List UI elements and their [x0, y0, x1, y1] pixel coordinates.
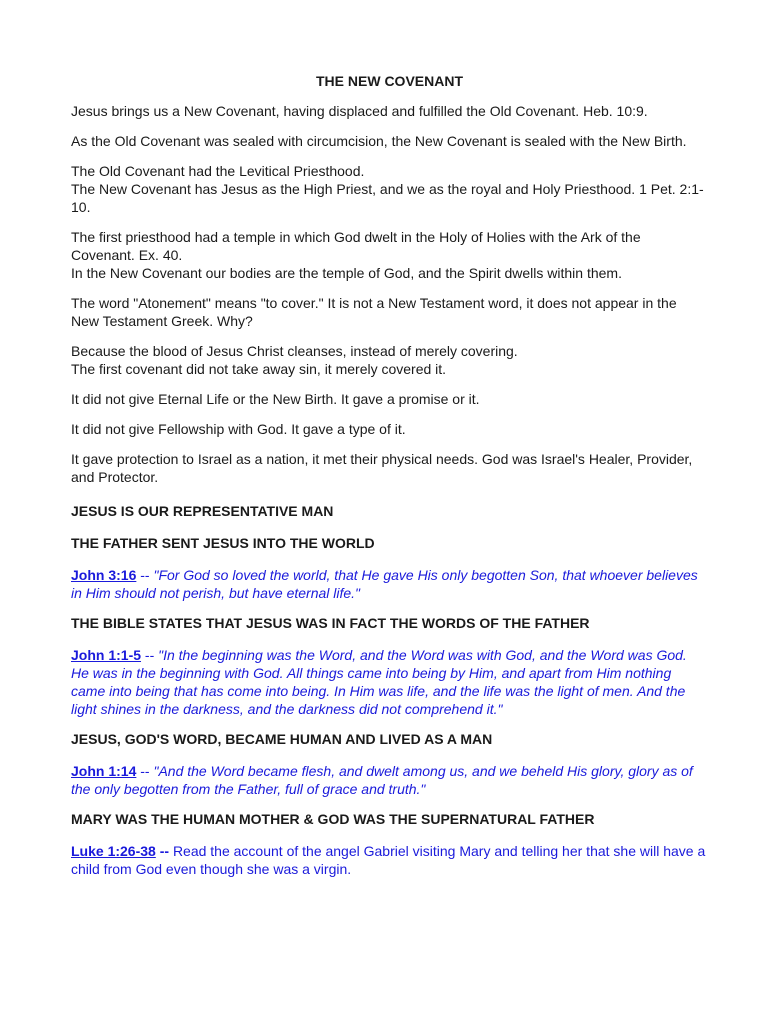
paragraph: It gave protection to Israel as a nation, it met their physical needs. God was Israel's Healer, Provider, and Protector.	[71, 451, 693, 485]
paragraph: It did not give Fellowship with God. It gave a type of it.	[71, 421, 406, 437]
scripture-summary: Read the account of the angel Gabriel visiting Mary and telling her that she will have a child from God even though she was a virgin.	[71, 843, 706, 877]
scripture-passage	[71, 842, 708, 878]
scripture-quote: "And the Word became flesh, and dwelt among us, and we beheld His glory, glory as of the only begotten from the Father, full of grace and truth."	[71, 763, 693, 797]
scripture-separator: --	[141, 647, 159, 663]
scripture-passage	[71, 646, 708, 718]
section-heading: THE FATHER SENT JESUS INTO THE WORLD	[71, 535, 375, 551]
scripture-link[interactable]: John 3:16	[71, 567, 137, 583]
paragraph-line: In the New Covenant our bodies are the temple of God, and the Spirit dwells within them.	[71, 265, 622, 281]
scripture-separator: --	[136, 763, 154, 779]
paragraph-group	[71, 228, 708, 282]
section-heading: JESUS IS OUR REPRESENTATIVE MAN	[71, 503, 334, 519]
document-title: THE NEW COVENANT	[316, 73, 463, 89]
paragraph: It did not give Eternal Life or the New Birth. It gave a promise or it.	[71, 391, 480, 407]
scripture-separator: --	[155, 843, 173, 859]
paragraph-group	[71, 342, 708, 378]
scripture-link[interactable]: Luke 1:26-38	[71, 843, 156, 859]
scripture-quote: "In the beginning was the Word, and the Word was with God, and the Word was God. He was in the beginning with God. All things came into being by Him, and apart from Him nothing came into being that has come into being. In Him was life, and the life was the light of men. And the light shines in the darkness, and the darkness did not comprehend it."	[71, 647, 687, 717]
scripture-quote: "For God so loved the world, that He gave His only begotten Son, that whoever believes in Him should not perish, but have eternal life."	[71, 567, 698, 601]
scripture-link[interactable]: John 1:1-5	[71, 647, 142, 663]
paragraph-group	[71, 162, 708, 216]
scripture-passage	[71, 762, 708, 798]
paragraph-line: Because the blood of Jesus Christ cleanses, instead of merely covering.	[71, 343, 518, 359]
scripture-passage	[71, 566, 708, 602]
paragraph-line: The first priesthood had a temple in which God dwelt in the Holy of Holies with the Ark of the Covenant. Ex. 40.	[71, 229, 641, 263]
paragraph-line: The New Covenant has Jesus as the High Priest, and we as the royal and Holy Priesthood. 1 Pet. 2:1-10.	[71, 181, 704, 215]
scripture-separator: --	[136, 567, 154, 583]
section-heading: JESUS, GOD'S WORD, BECAME HUMAN AND LIVED AS A MAN	[71, 731, 493, 747]
paragraph: Jesus brings us a New Covenant, having displaced and fulfilled the Old Covenant. Heb. 10:9.	[71, 103, 648, 119]
section-heading: MARY WAS THE HUMAN MOTHER & GOD WAS THE SUPERNATURAL FATHER	[71, 811, 595, 827]
paragraph: The word "Atonement" means "to cover." It is not a New Testament word, it does not appear in the New Testament Greek. Why?	[71, 295, 677, 329]
scripture-link[interactable]: John 1:14	[71, 763, 137, 779]
paragraph-line: The first covenant did not take away sin, it merely covered it.	[71, 361, 447, 377]
paragraph-line: The Old Covenant had the Levitical Priesthood.	[71, 163, 365, 179]
paragraph: As the Old Covenant was sealed with circumcision, the New Covenant is sealed with the New Birth.	[71, 133, 687, 149]
section-heading: THE BIBLE STATES THAT JESUS WAS IN FACT THE WORDS OF THE FATHER	[71, 615, 590, 631]
